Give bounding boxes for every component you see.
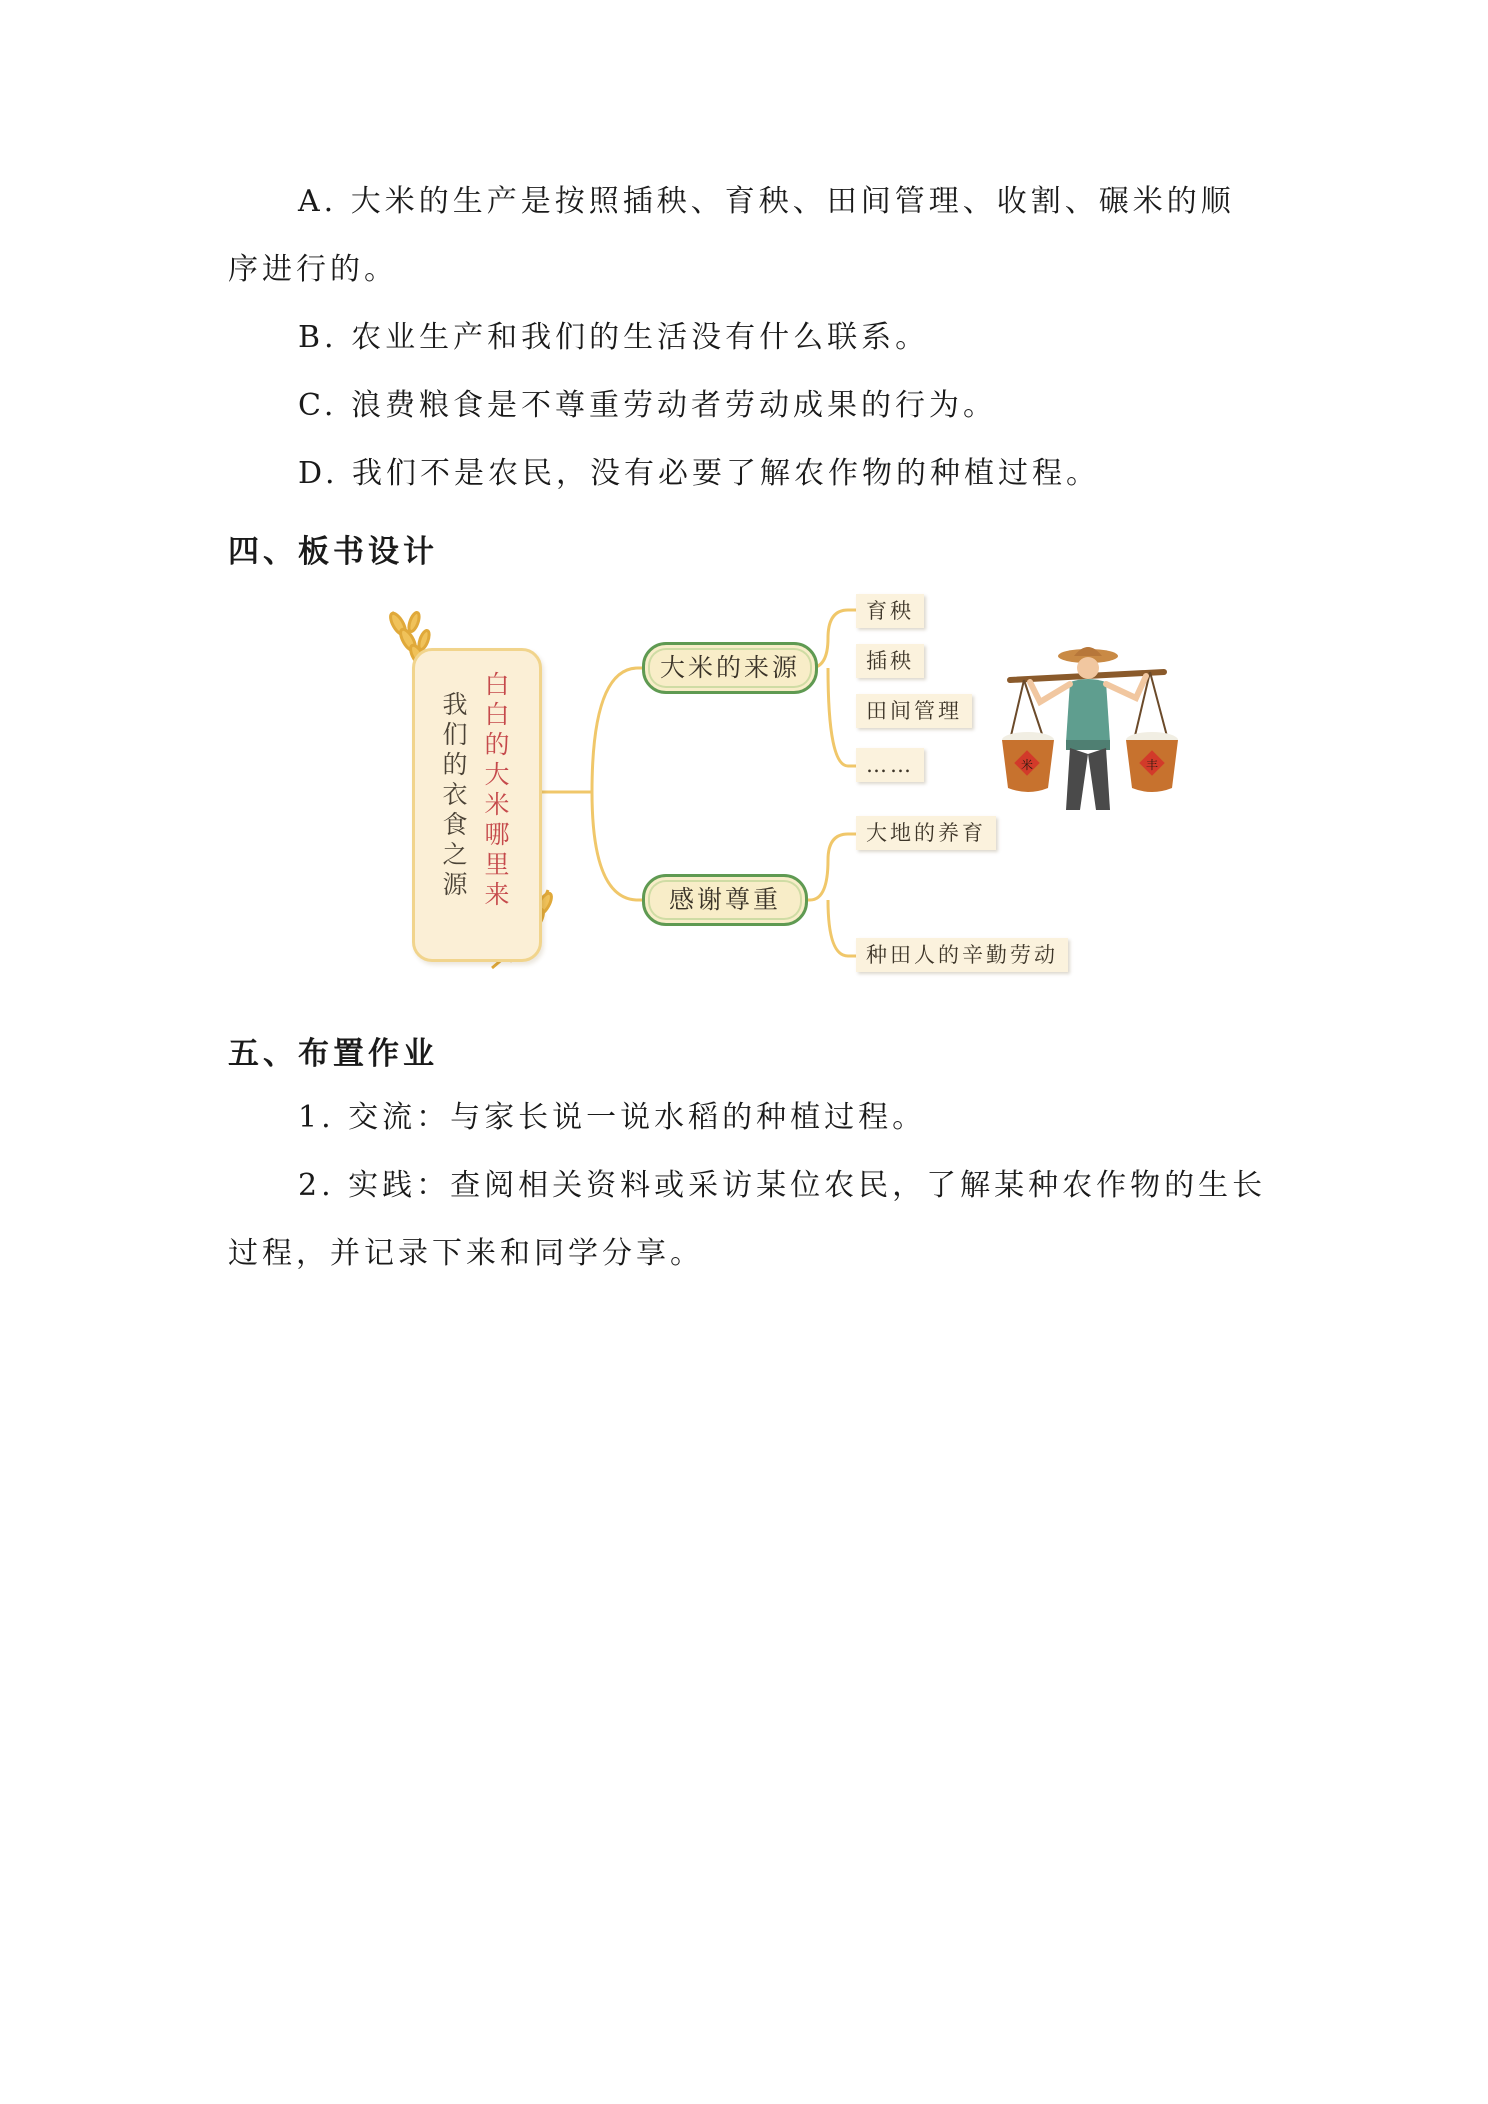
- leaf-item: 育秧: [856, 594, 924, 628]
- farmer-illustration: [1002, 647, 1178, 810]
- main-topic-subtitle: 我们的衣食之源: [439, 691, 468, 901]
- main-topic-box: [412, 648, 542, 962]
- option-c: C. 浪费粮食是不尊重劳动者劳动成果的行为。: [298, 388, 997, 423]
- option-d: D. 我们不是农民，没有必要了解农作物的种植过程。: [298, 456, 1101, 491]
- basket-right-label: 丰: [1145, 758, 1159, 772]
- leaf-item: 插秧: [856, 644, 924, 678]
- leaf-item: 田间管理: [856, 694, 972, 728]
- leaf-item: 大地的养育: [856, 816, 996, 850]
- board-design: [380, 598, 1200, 988]
- leaf-item: ……: [856, 748, 924, 782]
- section-4-heading: 四、板书设计: [228, 534, 438, 570]
- main-topic-title: 白白的大米哪里来: [481, 671, 510, 911]
- option-b: B. 农业生产和我们的生活没有什么联系。: [298, 320, 930, 355]
- homework-item: 1. 交流：与家长说一说水稻的种植过程。: [298, 1100, 927, 1135]
- homework-item: 2. 实践：查阅相关资料或采访某位农民，了解某种农作物的生长过程，并记录下来和同学分享。: [228, 1168, 1267, 1271]
- option-a: A. 大米的生产是按照插秧、育秧、田间管理、收割、碾米的顺序进行的。: [228, 184, 1235, 287]
- branch-gratitude: 感谢尊重: [642, 874, 808, 926]
- section-5-heading: 五、布置作业: [228, 1036, 438, 1072]
- leaf-item: 种田人的辛勤劳动: [856, 938, 1068, 972]
- basket-left-label: 米: [1020, 758, 1034, 772]
- branch-rice-origin: 大米的来源: [642, 642, 818, 694]
